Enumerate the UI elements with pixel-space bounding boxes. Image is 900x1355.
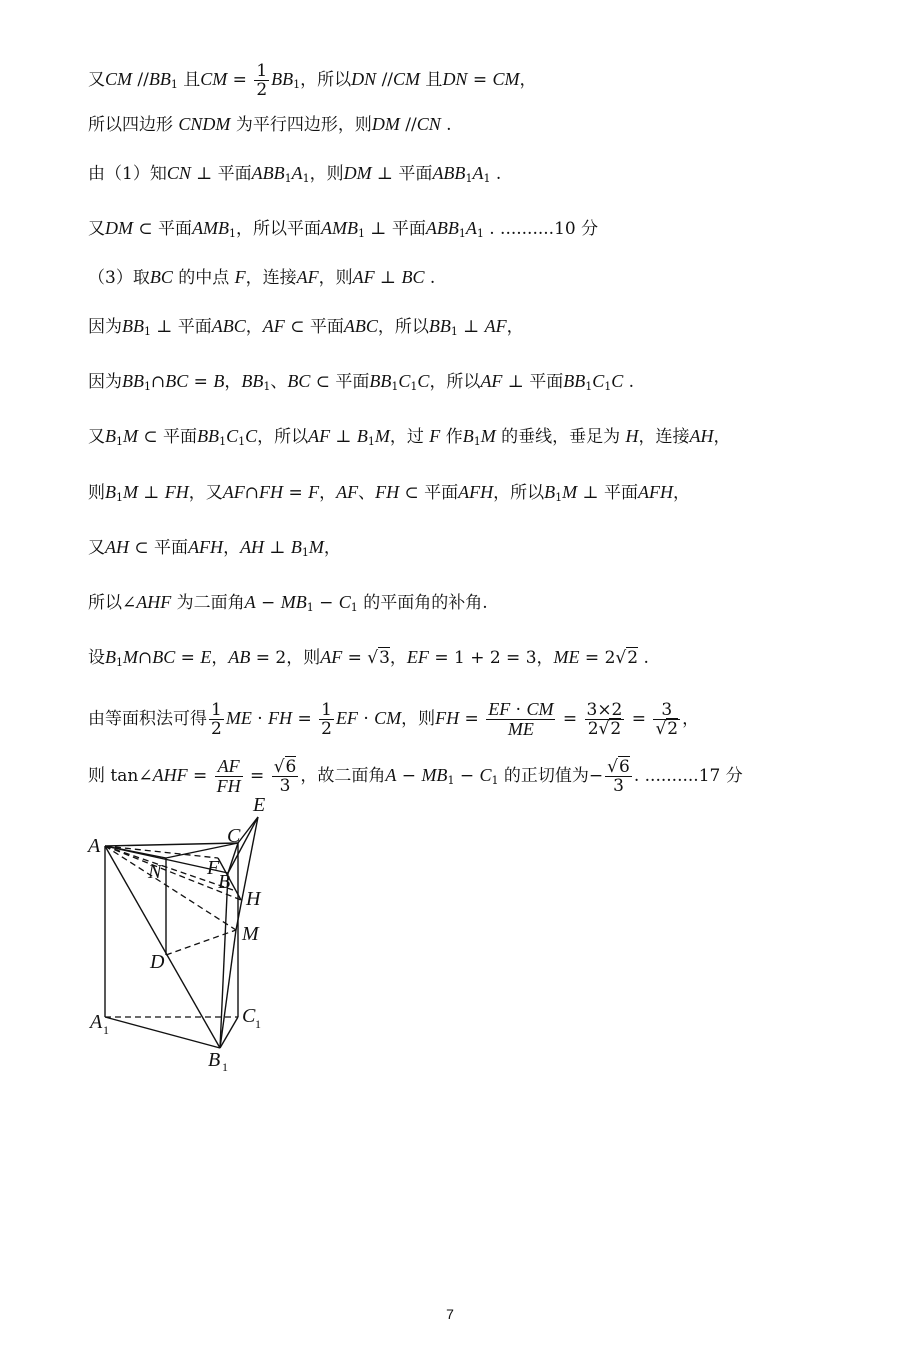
text-line-9: 则$B_1M$ ⊥ FH，又AF∩FH = F，AF、FH ⊂ 平面AFH，所以$B_1M$ ⊥ 平面AFH， xyxy=(88,482,690,504)
label-H: H xyxy=(246,888,261,910)
text-line-1: 又CM $//BB_1$ 且CM = $\frac{1}{2}$ $BB_1$，所以DN //CM 且DN = CM， xyxy=(88,61,537,100)
text-line-12: 设$B_1M\cap BC = E$，AB = 2，则AF = √3，EF = 1 + 2 = 3，ME = 2√2 . xyxy=(88,647,649,669)
label-A1: A xyxy=(90,1011,103,1033)
edge-AC xyxy=(105,843,238,846)
text-line-6: 因为$BB_1$ ⊥ 平面ABC，AF ⊂ 平面ABC，所以$BB_1$ ⊥ AF， xyxy=(88,316,524,338)
label-C1: C xyxy=(242,1005,256,1027)
text-line-2: 所以四边形 CNDM 为平行四边形，则DM //CN . xyxy=(88,114,452,135)
edge-AB1 xyxy=(105,846,220,1048)
label-C: C xyxy=(227,825,241,847)
label-C1-sub: 1 xyxy=(255,1017,261,1031)
label-F: F xyxy=(207,857,220,879)
label-E: E xyxy=(253,794,266,816)
text-line-4: 又DM ⊂ 平面$AMB_1$，所以平面$AMB_1$ ⊥ 平面$ABB_1A_1$ . ..........10 分 xyxy=(88,218,599,240)
text-line-7: 因为$BB_1\cap BC = B$，$BB_1$、BC ⊂ 平面$BB_1C_1C$，所以AF ⊥ 平面$BB_1C_1C$ . xyxy=(88,371,635,393)
text-line-8: 又$B_1M$ ⊂ 平面$BB_1C_1C$，所以AF ⊥ $B_1M$，过 F 作$B_1M$ 的垂线，垂足为 H，连接AH， xyxy=(88,426,731,448)
text-line-10: 又AH ⊂ 平面AFH，AH ⊥ $B_1M$， xyxy=(88,537,341,559)
dashed-AF xyxy=(105,846,218,858)
label-M: M xyxy=(242,923,259,945)
label-N: N xyxy=(148,861,162,883)
text-line-3: 由（1）知CN ⊥ 平面$ABB_1A_1$，则DM ⊥ 平面$ABB_1A_1$ . xyxy=(88,163,502,185)
label-A: A xyxy=(88,835,101,857)
label-D: D xyxy=(150,951,165,973)
label-B1-sub: 1 xyxy=(222,1060,228,1074)
label-B: B xyxy=(218,871,231,893)
text-line-11: 所以∠AHF 为二面角$A - MB_1 - C_1$ 的平面角的补角. xyxy=(88,592,488,614)
text-line-5: （3）取BC 的中点 F，连接AF，则AF ⊥ BC . xyxy=(88,267,436,288)
page-number: 7 xyxy=(446,1306,454,1322)
text-line-14: 则 tan∠AHF = $\frac{AF}{FH}$ = $\frac{√6}{3}$ ，故二面角$A - MB_1 - C_1$ 的正切值为− $\frac{√6}{3}$ . ..........17 分 xyxy=(88,756,743,796)
text-line-13: 由等面积法可得 $\frac{1}{2}$ ME · FH = $\frac{1}{2}$ EF · CM，则FH = $\frac{EF \cdot CM}{ME}$ = $\frac{3\times 2}{2√2}$ = $\frac{3}{√2}$ ， xyxy=(88,699,700,739)
label-A1-sub: 1 xyxy=(103,1023,109,1037)
label-B1: B xyxy=(208,1049,221,1071)
edge-A1B1 xyxy=(105,1017,220,1048)
